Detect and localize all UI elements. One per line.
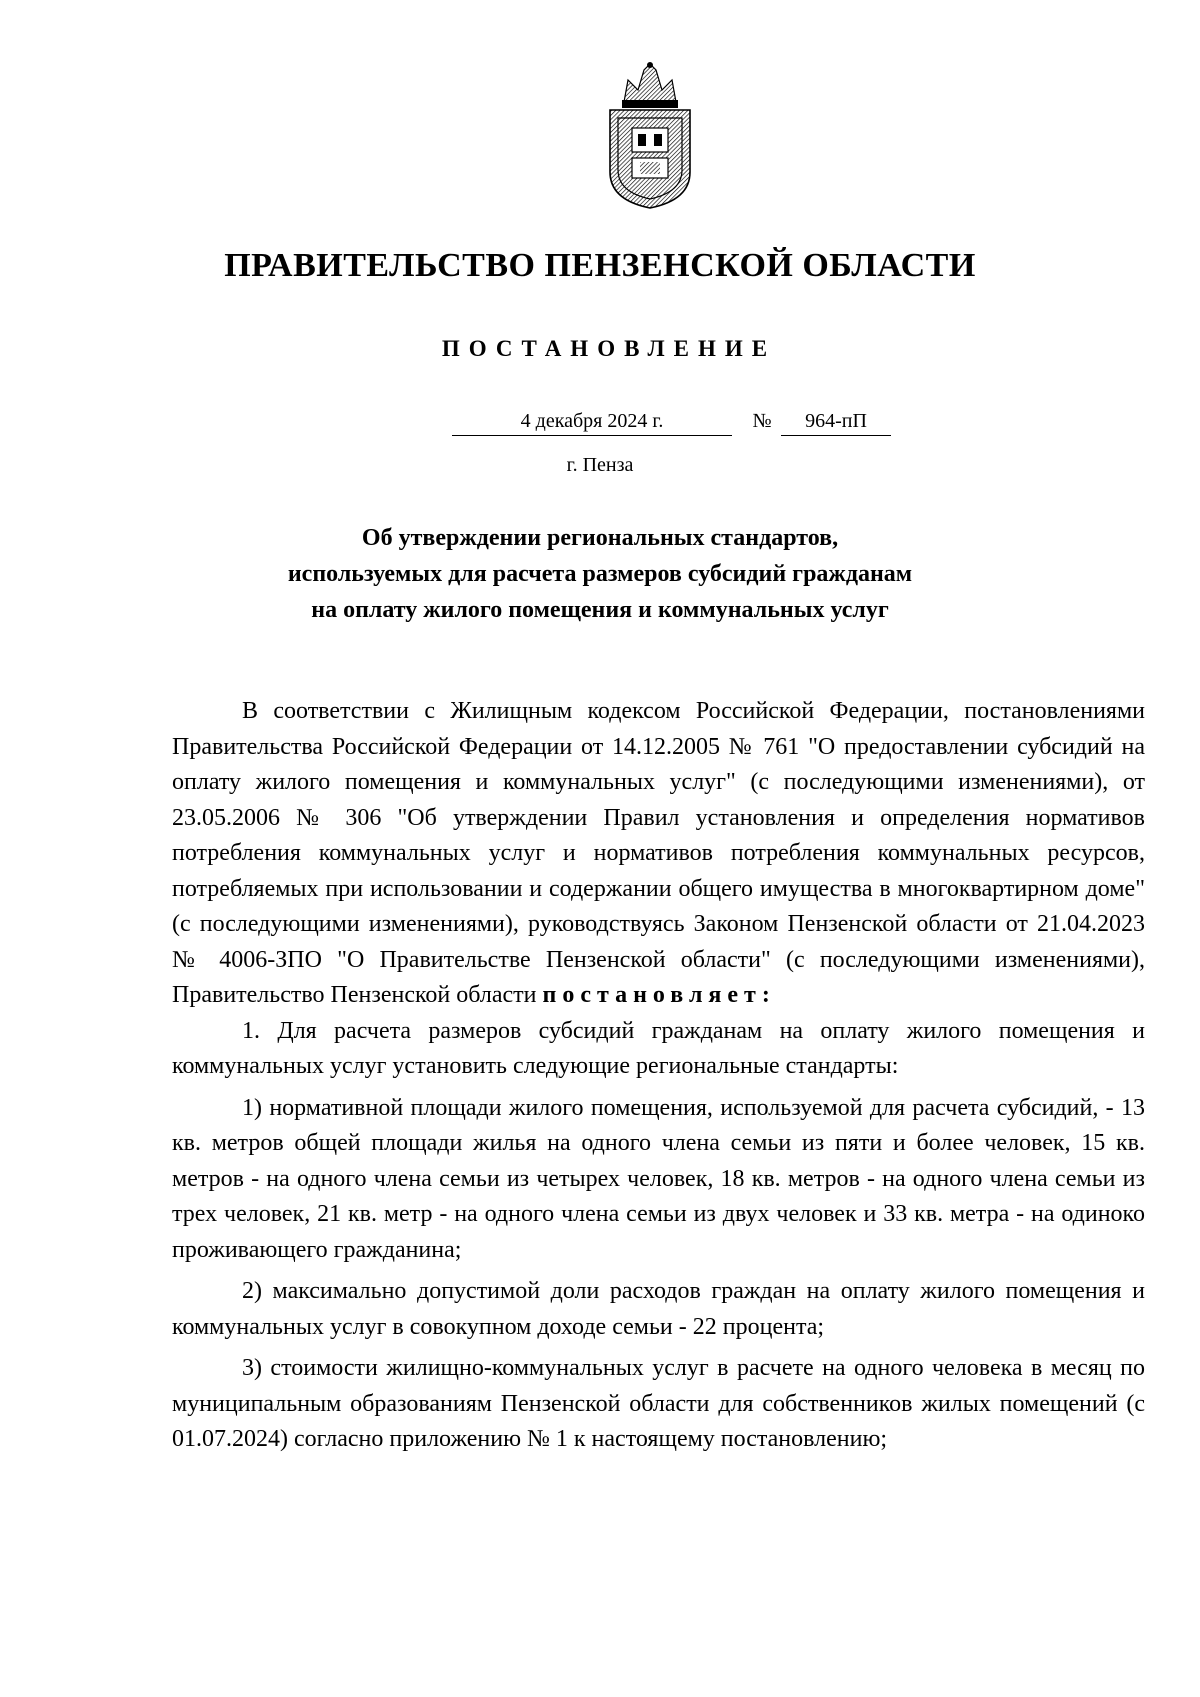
preamble-text: В соответствии с Жилищным кодексом Российской Федерации, постановлениями Правительства Российской Федерации от 14.12.2005 № 761 "О предоставлении субсидий на оплату жилого помещения и коммунальных услуг" (с последующими изменениями), от 23.05.2006 № 306 "Об утверждении Правил установления и определения нормативов потребления коммунальных услуг и нормативов потребления коммунальных ресурсов, потребляемых при использовании и содержании общего имущества в многоквартирном доме" (с последующими изменениями), руководствуясь Законом Пензенской области от 21.04.2023 № 4006-ЗПО "О Правительстве Пензенской области" (с последующими изменениями), Правительство Пензенской области	[172, 698, 1145, 1008]
number-sign: №	[752, 410, 772, 432]
decree-word: постановляет:	[542, 982, 776, 1008]
subject-line: Об утверждении региональных стандартов,	[361, 525, 839, 551]
date-number-line	[0, 410, 1200, 442]
subject-line: используемых для расчета размеров субсидий гражданам	[287, 561, 913, 587]
document-number: 964-пП	[781, 410, 891, 436]
document-body	[172, 694, 1145, 1458]
document-subject	[0, 520, 1200, 628]
item-paragraph: 1. Для расчета размеров субсидий гражданам на оплату жилого помещения и коммунальных услуг установить следующие региональные стандарты:	[172, 1017, 1145, 1079]
city: г. Пенза	[566, 454, 634, 476]
subitem-paragraph: 3) стоимости жилищно-коммунальных услуг в расчете на одного человека в месяц по муниципальным образованиям Пензенской области для собственников жилых помещений (с 01.07.2024) согласно приложению № 1 к настоящему постановлению;	[172, 1355, 1145, 1452]
document-date: 4 декабря 2024 г.	[452, 410, 732, 436]
document-type: ПОСТАНОВЛЕНИЕ	[441, 336, 777, 361]
government-title: ПРАВИТЕЛЬСТВО ПЕНЗЕНСКОЙ ОБЛАСТИ	[224, 247, 976, 284]
subitem-paragraph: 1) нормативной площади жилого помещения, используемой для расчета субсидий, - 13 кв. метров общей площади жилья на одного члена семьи из пяти и более человек, 15 кв. метров - на одного члена семьи из четырех человек, 18 кв. метров - на одного члена семьи из трех человек, 21 кв. метр - на одного члена семьи из двух человек и 33 кв. метра - на одиноко проживающего гражданина;	[172, 1094, 1145, 1263]
coat-of-arms-icon	[602, 60, 698, 210]
subitem-paragraph: 2) максимально допустимой доли расходов граждан на оплату жилого помещения и коммунальных услуг в совокупном доходе семьи - 22 процента;	[172, 1278, 1145, 1340]
preamble-paragraph	[172, 694, 1145, 1014]
subject-line: на оплату жилого помещения и коммунальных услуг	[311, 597, 889, 623]
